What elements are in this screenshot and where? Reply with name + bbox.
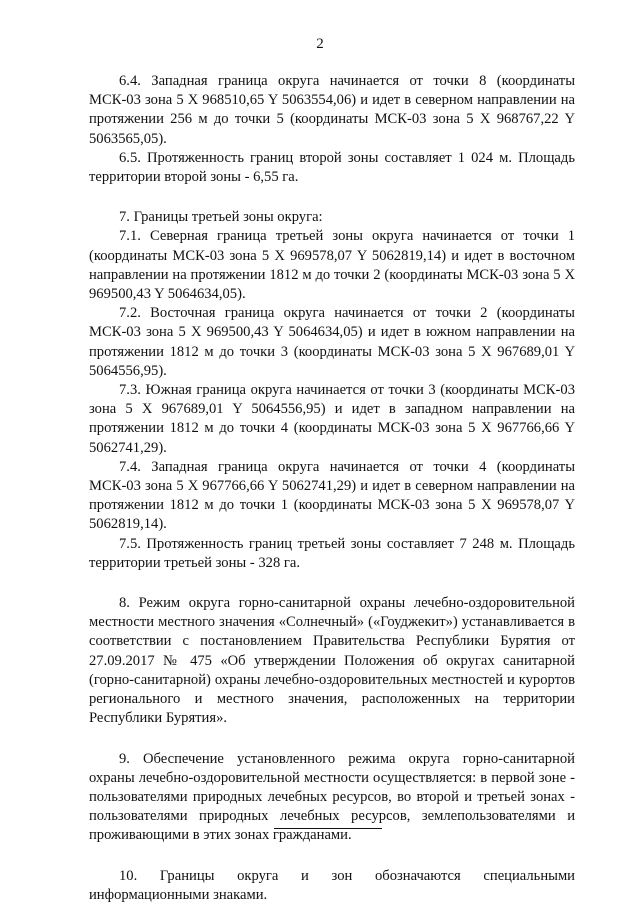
paragraph-7-3: 7.3. Южная граница округа начинается от точки 3 (координаты МСК-03 зона 5 X 967689,01 Y 5064556,95) и идет в западном направлении на протяжении 1812 м до точки 4 (координаты МСК-03 зона 5 X 967766,66 Y 5062741,29). (89, 382, 575, 456)
paragraph-9: 9. Обеспечение установленного режима округа горно-санитарной охраны лечебно-оздоровительной местности осуществляется: в первой зоне - пользователями природных лечебных ресурсов, во второй и третьей зонах - пользователями природных лечебных ресурсов, землепользователями и проживающими в этих зонах гражданами. (89, 750, 575, 844)
document-body (89, 72, 575, 905)
paragraph-6-5: 6.5. Протяженность границ второй зоны составляет 1 024 м. Площадь территории второй зоны - 6,55 га. (89, 149, 575, 186)
paragraph-8: 8. Режим округа горно-санитарной охраны лечебно-оздоровительной местности местного значения «Солнечный» («Гоуджекит») устанавливается в соответствии с постановлением Правительства Республики Бурятия от 27.09.2017 № 475 «Об утверждении Положения об округах санитарной (горно-санитарной) охраны лечебно-оздоровительных местностей и курортов регионального и местного значения, расположенных на территории Республики Бурятия». (89, 595, 575, 727)
paragraph-10: 10. Границы округа и зон обозначаются специальными информационными знаками. (89, 867, 575, 903)
end-divider-line (274, 828, 382, 829)
paragraph-6-4: 6.4. Западная граница округа начинается от точки 8 (координаты МСК-03 зона 5 X 968510,65 Y 5063554,06) и идет в северном направлении на протяжении 256 м до точки 5 (координаты МСК-03 зона 5 X 968767,22 Y 5063565,05). (89, 73, 575, 147)
paragraph-7-heading: 7. Границы третьей зоны округа: (119, 209, 323, 226)
paragraph-7-4: 7.4. Западная граница округа начинается от точки 4 (координаты МСК-03 зона 5 X 967766,66 Y 5062741,29) и идет в северном направлении на протяжении 1812 м до точки 1 (координаты МСК-03 зона 5 X 969578,07 Y 5062819,14). (89, 458, 575, 533)
paragraph-7-5: 7.5. Протяженность границ третьей зоны составляет 7 248 м. Площадь территории третьей зоны - 328 га. (89, 535, 575, 571)
page-number: 2 (316, 36, 324, 52)
paragraph-7-1: 7.1. Северная граница третьей зоны округа начинается от точки 1 (координаты МСК-03 зона 5 X 969578,07 Y 5062819,14) и идет в восточном направлении на протяжении 1812 м до точки 2 (координаты МСК-03 зона 5 X 969500,43 Y 5064634,05). (89, 228, 575, 303)
paragraph-7-2: 7.2. Восточная граница округа начинается от точки 2 (координаты МСК-03 зона 5 X 969500,43 Y 5064634,05) и идет в южном направлении на протяжении 1812 м до точки 3 (координаты МСК-03 зона 5 X 967689,01 Y 5064556,95). (89, 305, 575, 379)
